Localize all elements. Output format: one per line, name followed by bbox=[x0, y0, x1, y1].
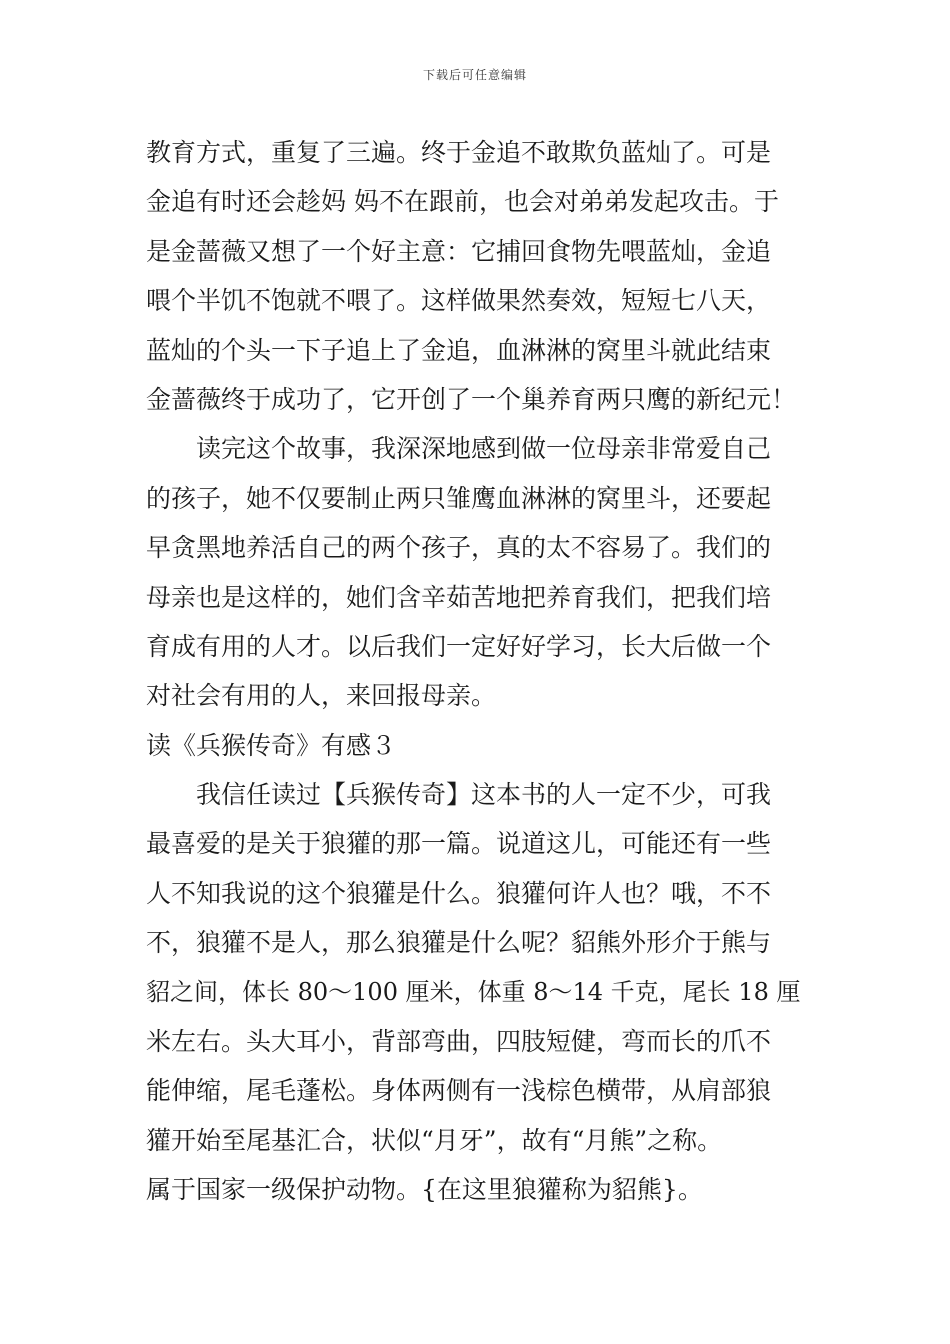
text-line: 人不知我说的这个狼獾是什么。狼獾何许人也？哦，不不 bbox=[146, 878, 772, 908]
text-line: 我信任读过【兵猴传奇】这本书的人一定不少，可我 bbox=[196, 780, 772, 810]
text-line: 不，狼獾不是人，那么狼獾是什么呢？貂熊外形介于熊与 bbox=[146, 928, 772, 958]
text-line: 金追有时还会趁妈 妈不在跟前，也会对弟弟发起攻击。于 bbox=[146, 187, 779, 217]
text-line: 的孩子，她不仅要制止两只雏鹰血淋淋的窝里斗，还要起 bbox=[146, 483, 772, 513]
paragraph-reflection bbox=[146, 424, 812, 720]
text-line: 金蔷薇终于成功了，它开创了一个巢养育两只鹰的新纪元！ bbox=[146, 384, 797, 414]
text-line: 能伸缩，尾毛蓬松。身体两侧有一浅棕色横带，从肩部狼 bbox=[146, 1076, 772, 1106]
text-line: 貂之间，体长 80～100 厘米，体重 8～14 千克，尾长 18 厘 bbox=[146, 977, 801, 1006]
text-line: 喂个半饥不饱就不喂了。这样做果然奏效，短短七八天， bbox=[146, 286, 772, 316]
text-line: 米左右。头大耳小，背部弯曲，四肢短健，弯而长的爪不 bbox=[146, 1027, 772, 1057]
text-line: 母亲也是这样的，她们含辛茹苦地把养育我们，把我们培 bbox=[146, 582, 772, 612]
text-line: 属于国家一级保护动物。{在这里狼獾称为貂熊}。 bbox=[146, 1175, 703, 1205]
page-header: 下载后可任意编辑 bbox=[422, 68, 527, 82]
text-line: 早贪黑地养活自己的两个孩子，真的太不容易了。我们的 bbox=[146, 533, 772, 563]
document-body bbox=[146, 128, 812, 1215]
section-title: 读《兵猴传奇》有感３ bbox=[146, 730, 397, 760]
text-line: 最喜爱的是关于狼獾的那一篇。说道这儿，可能还有一些 bbox=[146, 829, 772, 859]
paragraph-wolverine bbox=[146, 770, 812, 1215]
text-line: 对社会有用的人，来回报母亲。 bbox=[146, 681, 497, 711]
text-line: 獾开始至尾基汇合，状似“月牙”，故有“月熊”之称。 bbox=[146, 1125, 723, 1155]
text-line: 育成有用的人才。以后我们一定好好学习，长大后做一个 bbox=[146, 631, 772, 661]
section-heading bbox=[146, 721, 812, 770]
text-line: 蓝灿的个头一下子追上了金追，血淋淋的窝里斗就此结束 bbox=[146, 335, 772, 365]
text-line: 教育方式，重复了三遍。终于金追不敢欺负蓝灿了。可是 bbox=[146, 138, 772, 167]
paragraph-story-ending bbox=[146, 128, 812, 424]
text-line: 是金蔷薇又想了一个好主意：它捕回食物先喂蓝灿，金追 bbox=[146, 236, 772, 266]
text-line: 读完这个故事，我深深地感到做一位母亲非常爱自己 bbox=[196, 434, 772, 464]
